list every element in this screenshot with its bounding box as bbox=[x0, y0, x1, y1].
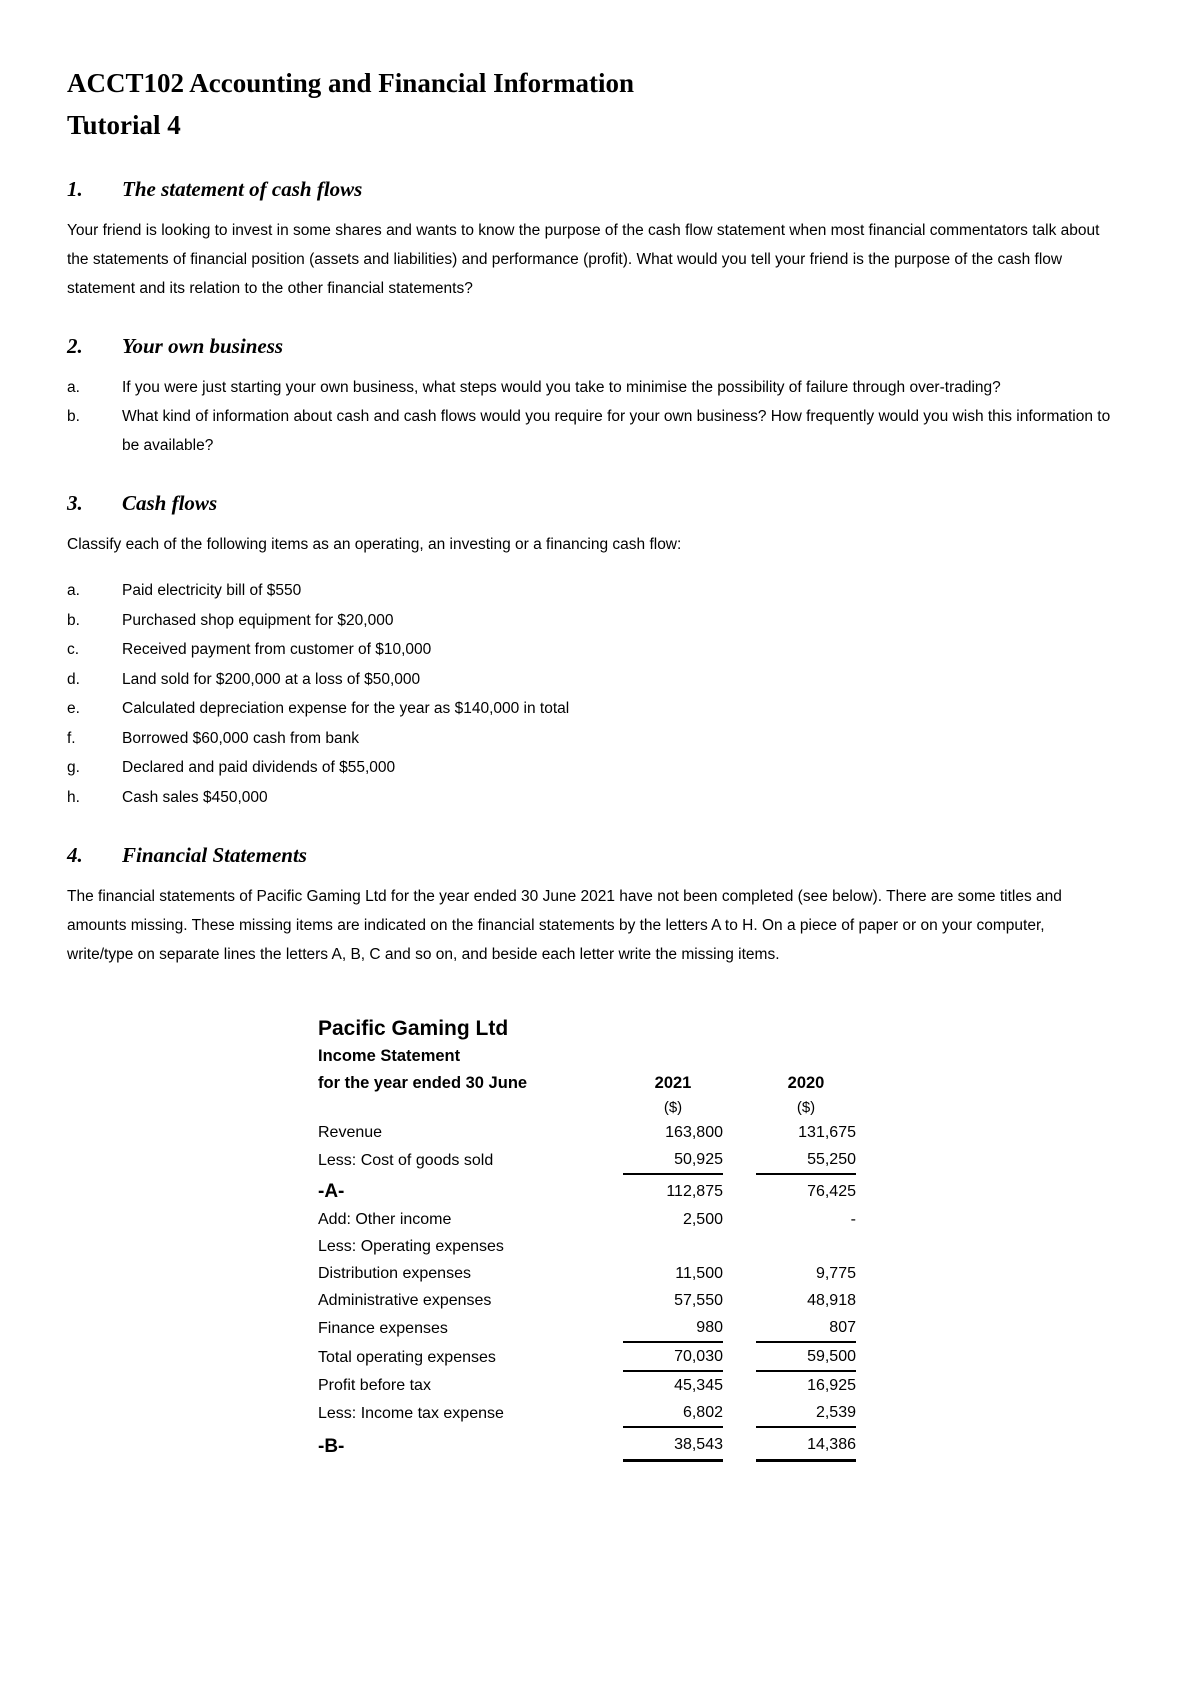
section-your-own-business bbox=[67, 332, 1115, 460]
statement-row: Less: Income tax expense 6,802 2,539 bbox=[318, 1399, 856, 1427]
section-number: 3. bbox=[67, 491, 83, 515]
list-item-letter: a. bbox=[67, 582, 80, 599]
section-heading-text: The statement of cash flows bbox=[122, 177, 363, 201]
statement-header-row bbox=[318, 1070, 856, 1097]
statement-row: Less: Operating expenses bbox=[318, 1238, 504, 1255]
list-item-text: Paid electricity bill of $550 bbox=[122, 582, 302, 599]
list-item-text: Purchased shop equipment for $20,000 bbox=[122, 611, 394, 629]
document-title-line2: Tutorial 4 bbox=[67, 110, 181, 140]
section-heading-text: Financial Statements bbox=[122, 843, 307, 867]
statement-row: Administrative expenses 57,550 48,918 bbox=[318, 1292, 856, 1309]
section-paragraph: Your friend is looking to invest in some shares and wants to know the purpose of the cash flow statement when most financial commentators talk about the statements of financial position (assets and liabilities) and performance (profit). What would you tell your friend is the purpose of the cash flow statement and its relation to the other financial statements? bbox=[67, 222, 1100, 297]
list-item bbox=[67, 753, 1115, 783]
statement-year-2021: 2021 bbox=[654, 1074, 692, 1092]
list-item bbox=[67, 373, 1115, 402]
list-item bbox=[67, 576, 1115, 606]
section-intro: Classify each of the following items as an operating, an investing or a financing cash flow: bbox=[67, 536, 682, 553]
statement-period-label: for the year ended 30 June bbox=[318, 1074, 528, 1092]
section-cash-flows bbox=[67, 489, 1115, 812]
statement-row: Add: Other income 2,500 - bbox=[318, 1211, 856, 1228]
document-title-line1: ACCT102 Accounting and Financial Information bbox=[67, 68, 635, 98]
statement-row: Distribution expenses 11,500 9,775 bbox=[318, 1265, 856, 1282]
currency-label: ($) bbox=[663, 1099, 683, 1116]
statement-row-missing-item-A: -A- 112,875 76,425 bbox=[318, 1181, 856, 1202]
list-item-text: Land sold for $200,000 at a loss of $50,000 bbox=[122, 670, 421, 688]
list-item-text: Received payment from customer of $10,000 bbox=[122, 641, 432, 658]
column-gap bbox=[723, 1070, 756, 1097]
list-item bbox=[67, 724, 1115, 754]
statement-row: Profit before tax 45,345 16,925 bbox=[318, 1377, 856, 1394]
list-item bbox=[67, 635, 1115, 665]
section-statement-of-cash-flows bbox=[67, 175, 1115, 303]
income-statement-table bbox=[318, 1070, 856, 1462]
list-item bbox=[67, 783, 1115, 813]
section-number: 1. bbox=[67, 177, 83, 201]
list-item-letter: a. bbox=[67, 379, 80, 396]
document-title bbox=[67, 62, 1115, 146]
list-item-letter: b. bbox=[67, 611, 80, 629]
section-paragraph: The financial statements of Pacific Gaming Ltd for the year ended 30 June 2021 have not been completed (see below). There are some titles and amounts missing. These missing items are indicated on the financial statements by the letters A to H. On a piece of paper or on your computer, write/type on separate lines the letters A, B, C and so on, and beside each letter write the missing items. bbox=[67, 888, 1062, 963]
statement-row-missing-item-B: -B- 38,543 14,386 bbox=[318, 1427, 856, 1461]
statement-row: Total operating expenses 70,030 59,500 bbox=[318, 1342, 856, 1371]
list-item-letter: f. bbox=[67, 729, 76, 747]
section-number: 2. bbox=[67, 334, 83, 358]
section-number: 4. bbox=[67, 843, 83, 867]
list-item-text: Cash sales $450,000 bbox=[122, 788, 268, 806]
statement-row: Revenue 163,800 131,675 bbox=[318, 1124, 856, 1141]
statement-currency-row bbox=[318, 1097, 856, 1119]
list-item-letter: e. bbox=[67, 700, 80, 717]
section-heading bbox=[67, 489, 1115, 517]
list-item bbox=[67, 402, 1115, 460]
section-heading-text: Cash flows bbox=[122, 491, 218, 515]
statement-title: Income Statement bbox=[318, 1047, 461, 1065]
statement-year-2020: 2020 bbox=[787, 1074, 825, 1092]
list-item-letter: b. bbox=[67, 408, 80, 425]
list-item-letter: c. bbox=[67, 641, 80, 658]
column-gap bbox=[723, 1097, 756, 1119]
list-item-text: Calculated depreciation expense for the year as $140,000 in total bbox=[122, 700, 570, 717]
currency-label: ($) bbox=[796, 1099, 816, 1116]
section-heading bbox=[67, 175, 1115, 203]
list-item-letter: h. bbox=[67, 788, 80, 806]
list-item-letter: d. bbox=[67, 670, 80, 688]
section-heading bbox=[67, 841, 1115, 869]
list-item-letter: g. bbox=[67, 759, 80, 776]
list-item-text: What kind of information about cash and cash flows would you require for your own business? How frequently would you wish this information to be available? bbox=[122, 408, 1111, 454]
statement-company-name: Pacific Gaming Ltd bbox=[318, 1017, 509, 1040]
list-item bbox=[67, 694, 1115, 724]
income-statement bbox=[318, 1015, 1115, 1462]
list-item bbox=[67, 665, 1115, 695]
list-item-text: If you were just starting your own business, what steps would you take to minimise the possibility of failure through over-trading? bbox=[122, 379, 1001, 396]
section-heading bbox=[67, 332, 1115, 360]
section-heading-text: Your own business bbox=[122, 334, 284, 358]
section-financial-statements bbox=[67, 841, 1115, 969]
statement-row: Finance expenses 980 807 bbox=[318, 1314, 856, 1342]
list-item-text: Borrowed $60,000 cash from bank bbox=[122, 729, 359, 747]
statement-row: Less: Cost of goods sold 50,925 55,250 bbox=[318, 1146, 856, 1174]
list-item bbox=[67, 606, 1115, 636]
list-item-text: Declared and paid dividends of $55,000 bbox=[122, 759, 396, 776]
